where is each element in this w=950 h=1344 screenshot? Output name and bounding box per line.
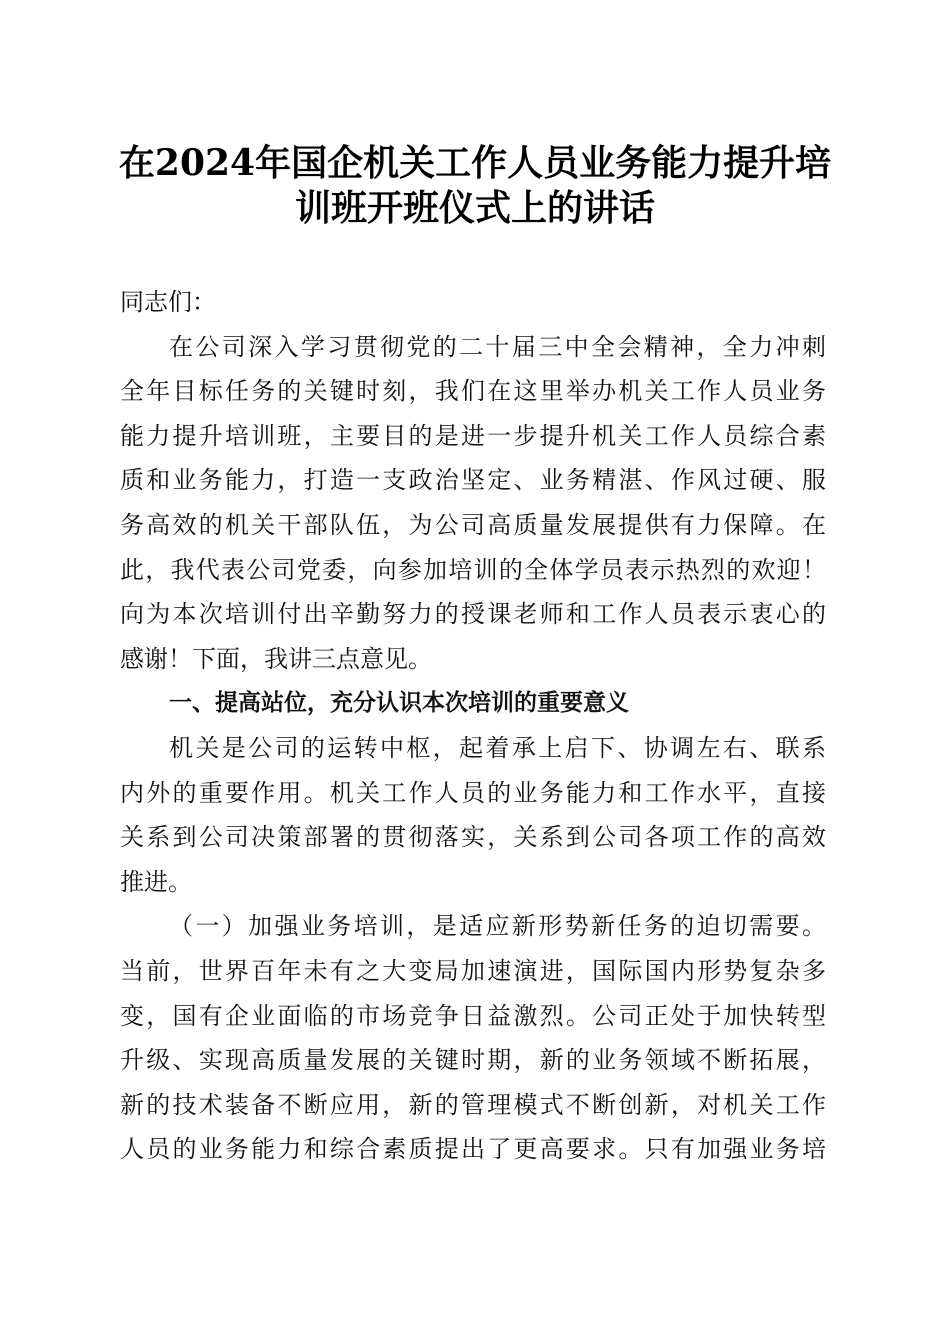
title-line: 训班开班仪式上的讲话 [294,186,655,229]
paragraph-2-line: 机关是公司的运转中枢，起着承上启下、协调左右、联系 [169,733,826,762]
paragraph-2-line: 关系到公司决策部署的贯彻落实，关系到公司各项工作的高效 [120,823,826,852]
paragraph-3-line: 变，国有企业面临的市场竞争日益激烈。公司正处于加快转型 [120,1001,826,1030]
salutation: 同志们： [120,288,216,316]
paragraph-3-line: 升级、实现高质量发展的关键时期，新的业务领域不断拓展， [120,1046,826,1075]
document-body [120,280,826,1172]
paragraph-2-line: 内外的重要作用。机关工作人员的业务能力和工作水平，直接 [120,778,826,807]
paragraph-1-line: 向为本次培训付出辛勤努力的授课老师和工作人员表示衷心的 [120,600,826,629]
paragraph-1-line: 质和业务能力，打造一支政治坚定、业务精湛、作风过硬、服 [120,466,826,495]
paragraph-3-line: 人员的业务能力和综合素质提出了更高要求。只有加强业务培 [120,1135,826,1164]
paragraph-1-line: 感谢！下面，我讲三点意见。 [120,644,432,673]
paragraph-3-line: （一）加强业务培训，是适应新形势新任务的迫切需要。 [169,912,826,941]
document-title [100,138,850,227]
paragraph-1-line: 能力提升培训班，主要目的是进一步提升机关工作人员综合素 [120,421,826,450]
paragraph-3-line: 新的技术装备不断应用，新的管理模式不断创新，对机关工作 [120,1090,826,1119]
section-1-heading: 一、提高站位，充分认识本次培训的重要意义 [169,690,629,717]
paragraph-2-line: 推进。 [120,867,192,896]
paragraph-1-line: 务高效的机关干部队伍，为公司高质量发展提供有力保障。在 [120,510,826,539]
paragraph-1-line: 全年目标任务的关键时刻，我们在这里举办机关工作人员业务 [120,377,826,406]
title-line: 在2024年国企机关工作人员业务能力提升培 [118,142,832,184]
paragraph-3-line: 当前，世界百年未有之大变局加速演进，国际国内形势复杂多 [120,956,826,985]
paragraph-1-line: 此，我代表公司党委，向参加培训的全体学员表示热烈的欢迎！ [120,555,826,584]
paragraph-1-line: 在公司深入学习贯彻党的二十届三中全会精神，全力冲刺 [169,332,826,361]
